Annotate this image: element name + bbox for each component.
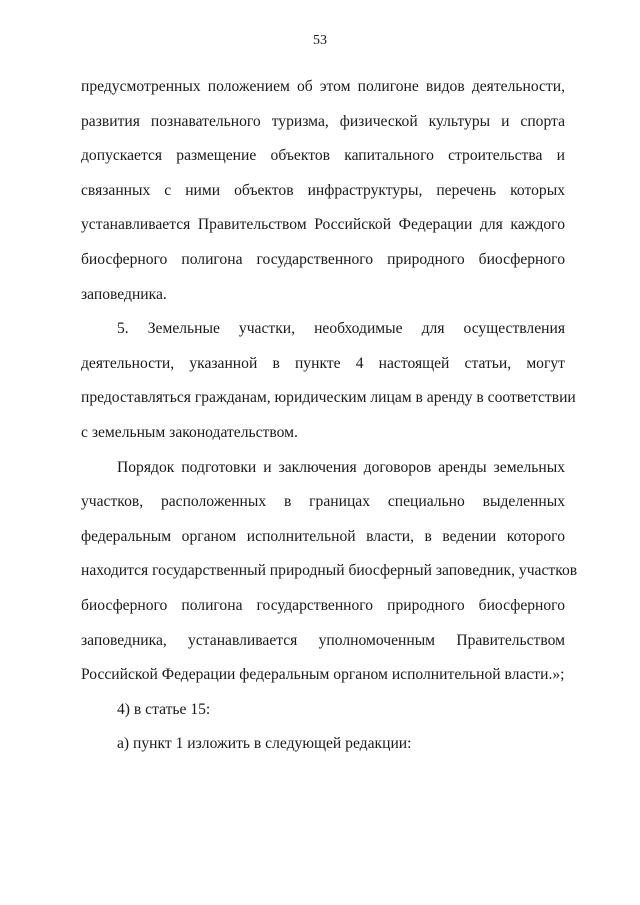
text-line: заповедника. [81,285,167,303]
page-number: 53 [313,33,327,48]
text-line: биосферного полигона государственного природного биосферного [81,596,565,614]
text-line: предусмотренных положением об этом полигоне видов деятельности, [81,78,565,95]
text-line: федеральным органом исполнительной власти, в ведении которого [81,527,565,545]
text-line: с земельным законодательством. [81,423,298,441]
text-line: предоставляться гражданам, юридическим лицам в аренду в соответствии [81,389,576,407]
text-line: находится государственный природный биосферный заповедник, участков [81,562,578,580]
text-line: участков, расположенных в границах специально выделенных [81,493,565,511]
text-line: а) пункт 1 изложить в следующей редакции: [117,735,412,753]
text-line: развития познавательного туризма, физической культуры и спорта [81,112,565,130]
document-body [81,70,578,762]
text-line: допускается размещение объектов капитального строительства и [81,147,565,165]
paragraph [81,70,565,312]
text-line: заповедника, устанавливается уполномоченным Правительством [81,631,565,649]
text-line: Порядок подготовки и заключения договоров аренды земельных [117,458,565,476]
paragraph [81,451,578,693]
text-line: Российской Федерации федеральным органом исполнительной власти.»; [81,666,565,684]
text-line: деятельности, указанной в пункте 4 настоящей статьи, могут [81,354,565,372]
paragraph [81,312,576,450]
text-line: 5. Земельные участки, необходимые для осуществления [117,320,565,338]
paragraph [81,693,565,728]
paragraph [81,727,565,762]
text-line: 4) в статье 15: [117,700,211,718]
text-line: связанных с ними объектов инфраструктуры, перечень которых [81,181,565,199]
text-line: устанавливается Правительством Российской Федерации для каждого [81,216,565,234]
text-line: биосферного полигона государственного природного биосферного [81,250,565,268]
